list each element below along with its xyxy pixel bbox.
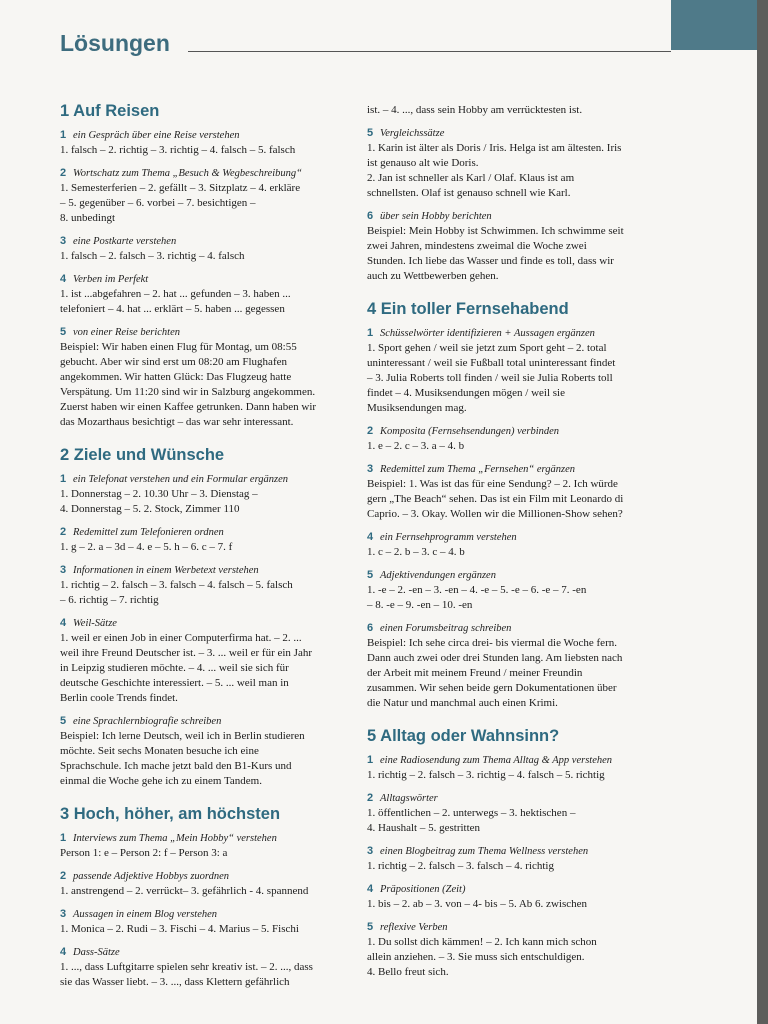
exercise [367, 753, 662, 783]
corner-tab [671, 0, 757, 50]
exercise-number: 1 [60, 473, 67, 485]
exercise-heading [367, 530, 662, 545]
exercise-heading [60, 714, 356, 729]
exercise-answers: 1. falsch – 2. falsch – 3. richtig – 4. falsch [60, 250, 245, 262]
exercise [367, 920, 662, 980]
exercise [367, 326, 662, 416]
exercise-title: passende Adjektive Hobbys zuordnen [73, 871, 230, 882]
exercise-heading [60, 616, 356, 631]
exercise [367, 844, 662, 874]
exercise-heading [367, 326, 662, 341]
exercise-number: 1 [60, 832, 67, 844]
exercise-answers: 1. öffentlichen – 2. unterwegs – 3. hektischen – 4. Haushalt – 5. gestritten [367, 807, 576, 834]
exercise-heading [60, 831, 356, 846]
exercise-heading [367, 844, 662, 859]
exercise-heading [60, 563, 356, 578]
exercise-answers: 1. richtig – 2. falsch – 3. richtig – 4. falsch – 5. richtig [367, 769, 605, 781]
exercise-heading [60, 272, 356, 287]
exercise-number: 2 [367, 425, 374, 437]
exercise [60, 616, 356, 706]
exercise-number: 5 [367, 921, 374, 933]
exercise-continuation: ist. – 4. ..., dass sein Hobby am verrücktesten ist. [367, 104, 583, 116]
exercise [60, 907, 356, 937]
exercise [367, 791, 662, 836]
exercise-number: 2 [367, 792, 374, 804]
exercise-title: über sein Hobby berichten [380, 211, 492, 222]
exercise-title: eine Sprachlernbiografie schreiben [73, 716, 222, 727]
exercise-title: ein Fernsehprogramm verstehen [380, 532, 517, 543]
exercise [60, 563, 356, 608]
exercise-title: Adjektivendungen ergänzen [380, 570, 496, 581]
exercise-heading [60, 325, 356, 340]
exercise-title: einen Forumsbeitrag schreiben [380, 623, 512, 634]
exercise-heading [367, 753, 662, 768]
exercise-heading [367, 882, 662, 897]
exercise-answers: 1. ..., dass Luftgitarre spielen sehr kreativ ist. – 2. ..., dass sie das Wasser liebt. – 3. ..., dass Klettern gefährlich [60, 961, 313, 988]
exercise [60, 234, 356, 264]
exercise-answers: 1. richtig – 2. falsch – 3. falsch – 4. richtig [367, 860, 554, 872]
exercise [60, 525, 356, 555]
left-column [60, 100, 356, 998]
exercise-number: 4 [367, 883, 374, 895]
exercise [60, 166, 356, 226]
exercise-title: Redemittel zum Thema „Fernsehen“ ergänzen [380, 464, 575, 475]
exercise-number: 5 [60, 715, 67, 727]
exercise [367, 424, 662, 454]
exercise-answers: 1. Sport gehen / weil sie jetzt zum Sport geht – 2. total uninteressant / weil sie Fußball total uninteressant findet – 3. Julia Roberts toll finden / weil sie Julia Roberts toll findet – 4. Musiksendungen mögen / weil sie Musiksendungen mag. [367, 342, 616, 414]
exercise-answers: 1. Monica – 2. Rudi – 3. Fischi – 4. Marius – 5. Fischi [60, 923, 299, 935]
exercise-number: 5 [60, 326, 67, 338]
exercise [60, 869, 356, 899]
exercise-title: Aussagen in einem Blog verstehen [73, 909, 218, 920]
exercise-title: eine Postkarte verstehen [73, 236, 177, 247]
exercise-title: Dass-Sätze [73, 947, 120, 958]
exercise-title: Interviews zum Thema „Mein Hobby“ verstehen [73, 833, 277, 844]
exercise-heading [367, 621, 662, 636]
exercise-answers: 1. c – 2. b – 3. c – 4. b [367, 546, 465, 558]
exercise-answers: 1. weil er einen Job in einer Computerfirma hat. – 2. ... weil ihre Freund Deutscher ist. – 3. ... weil er für ein Jahr in Leipzig studieren möchte. – 4. ... weil sie sich für deutsche Geschichte interessiert. – 5. ... weil man in Berlin coole Trends findet. [60, 632, 313, 704]
exercise-heading [367, 462, 662, 477]
exercise-number: 3 [60, 564, 67, 576]
exercise-title: einen Blogbeitrag zum Thema Wellness verstehen [380, 846, 589, 857]
exercise-number: 3 [60, 908, 67, 920]
exercise-answers: 1. g – 2. a – 3d – 4. e – 5. h – 6. c – 7. f [60, 541, 233, 553]
exercise-answers: 1. falsch – 2. richtig – 3. richtig – 4. falsch – 5. falsch [60, 144, 296, 156]
chapter-title: 2 Ziele und Wünsche [60, 446, 225, 464]
exercise-title: Vergleichssätze [380, 128, 445, 139]
exercise-title: Alltagswörter [380, 793, 438, 804]
exercise-title: von einer Reise berichten [73, 327, 180, 338]
exercise-answers: 1. Donnerstag – 2. 10.30 Uhr – 3. Dienstag – 4. Donnerstag – 5. 2. Stock, Zimmer 110 [60, 488, 258, 515]
exercise-heading [367, 424, 662, 439]
exercise [60, 472, 356, 517]
exercise-answers: Beispiel: Ich sehe circa drei- bis viermal die Woche fern. Dann auch zwei oder drei Stunden lang. Am liebsten nach der Arbeit mit meinem Freund / meiner Freundin zusammen. Wir sehen beide gern Dokumentationen über die Natur und manchmal auch einen Krimi. [367, 637, 623, 709]
exercise-title: reflexive Verben [380, 922, 448, 933]
exercise-answers: 1. bis – 2. ab – 3. von – 4- bis – 5. Ab 6. zwischen [367, 898, 587, 910]
exercise-number: 5 [367, 569, 374, 581]
chapter-title: 3 Hoch, höher, am höchsten [60, 805, 281, 823]
exercise-number: 1 [60, 129, 67, 141]
page-title: Lösungen [60, 30, 170, 56]
title-rule [188, 51, 671, 52]
exercise-number: 2 [60, 167, 67, 179]
exercise-title: Redemittel zum Telefonieren ordnen [73, 527, 224, 538]
exercise-heading [60, 945, 356, 960]
exercise-number: 6 [367, 210, 374, 222]
exercise-answers: 1. -e – 2. -en – 3. -en – 4. -e – 5. -e – 6. -e – 7. -en – 8. -e – 9. -en – 10. -en [367, 584, 587, 611]
exercise [367, 568, 662, 613]
exercise-number: 1 [367, 754, 374, 766]
exercise-answers: 1. ist ...abgefahren – 2. hat ... gefunden – 3. haben ... telefoniert – 4. hat ... erklärt – 5. haben ... gegessen [60, 288, 291, 315]
exercise-heading [60, 907, 356, 922]
exercise-title: Wortschatz zum Thema „Besuch & Wegbeschreibung“ [73, 168, 302, 179]
exercise-number: 2 [60, 526, 67, 538]
exercise-heading [60, 472, 356, 487]
exercise-number: 3 [367, 845, 374, 857]
exercise-number: 4 [60, 273, 67, 285]
exercise-answers: 1. e – 2. c – 3. a – 4. b [367, 440, 465, 452]
exercise-number: 4 [60, 617, 67, 629]
chapter-title: 5 Alltag oder Wahnsinn? [367, 727, 560, 745]
right-column [367, 103, 662, 988]
exercise [60, 945, 356, 990]
exercise-number: 6 [367, 622, 374, 634]
exercise-title: Informationen in einem Werbetext verstehen [73, 565, 259, 576]
exercise [367, 621, 662, 711]
exercise [60, 831, 356, 861]
exercise-heading [60, 166, 356, 181]
exercise-number: 4 [367, 531, 374, 543]
exercise [367, 126, 662, 201]
exercise-answers: 1. Karin ist älter als Doris / Iris. Helga ist am ältesten. Iris ist genauso alt wie Doris. 2. Jan ist schneller als Karl / Olaf. Klaus ist am schnellsten. Olaf ist genauso schnell wie Karl. [367, 142, 622, 199]
exercise [60, 272, 356, 317]
exercise-answers: Beispiel: Ich lerne Deutsch, weil ich in Berlin studieren möchte. Seit sechs Monaten besuche ich eine Sprachschule. Ich mache jetzt bald den B1-Kurs und einmal die Woche gehe ich zu einem Tandem. [60, 730, 305, 787]
exercise-title: Weil-Sätze [73, 618, 117, 629]
exercise-answers: Beispiel: 1. Was ist das für eine Sendung? – 2. Ich würde gern „The Beach“ sehen. Das ist ein Film mit Leonardo di Caprio. – 3. Okay. Wollen wir die Millionen-Show sehen? [367, 478, 624, 520]
exercise [60, 325, 356, 430]
exercise-number: 5 [367, 127, 374, 139]
exercise-title: Verben im Perfekt [73, 274, 149, 285]
exercise-number: 1 [367, 327, 374, 339]
exercise-answers: Person 1: e – Person 2: f – Person 3: a [60, 847, 228, 859]
exercise-number: 3 [60, 235, 67, 247]
exercise [367, 462, 662, 522]
exercise-heading [367, 209, 662, 224]
exercise-title: eine Radiosendung zum Thema Alltag & App verstehen [380, 755, 613, 766]
exercise [60, 714, 356, 789]
exercise [60, 128, 356, 158]
exercise-heading [60, 128, 356, 143]
exercise-heading [367, 791, 662, 806]
exercise [367, 530, 662, 560]
exercise-heading [60, 525, 356, 540]
exercise [367, 882, 662, 912]
exercise-answers: 1. Du sollst dich kämmen! – 2. Ich kann mich schon allein anziehen. – 3. Sie muss sich entschuldigen. 4. Bello freut sich. [367, 936, 597, 978]
exercise-answers: 1. richtig – 2. falsch – 3. falsch – 4. falsch – 5. falsch – 6. richtig – 7. richtig [60, 579, 293, 606]
exercise-heading [60, 234, 356, 249]
exercise-heading [367, 920, 662, 935]
exercise-title: ein Gespräch über eine Reise verstehen [73, 130, 240, 141]
exercise-answers: 1. Semesterferien – 2. gefällt – 3. Sitzplatz – 4. erkläre – 5. gegenüber – 6. vorbei – 7. besichtigen – 8. unbedingt [60, 182, 301, 224]
chapter-title: 1 Auf Reisen [60, 102, 160, 120]
exercise-answers: Beispiel: Wir haben einen Flug für Montag, um 08:55 gebucht. Aber wir sind erst um 08:20 am Flughafen angekommen. Wir hatten Glück: Das Flugzeug hatte Verspätung. Um 11:20 sind wir in Salzburg angekommen. Zuerst haben wir einen Kaffee getrunken. Dann haben wir das Mozarthaus besichtigt – das war sehr interessant. [60, 341, 317, 428]
exercise-title: Komposita (Fernsehsendungen) verbinden [380, 426, 560, 437]
exercise-number: 4 [60, 946, 67, 958]
exercise-title: Präpositionen (Zeit) [380, 884, 466, 895]
exercise-heading [60, 869, 356, 884]
exercise-heading [367, 126, 662, 141]
exercise-answers: Beispiel: Mein Hobby ist Schwimmen. Ich schwimme seit zwei Jahren, mindestens zweimal die Woche zwei Stunden. Ich liebe das Wasser und finde es toll, dass wir auch zu Wettbewerben gehen. [367, 225, 624, 282]
exercise-number: 3 [367, 463, 374, 475]
chapter-title: 4 Ein toller Fernsehabend [367, 300, 569, 318]
exercise-title: ein Telefonat verstehen und ein Formular ergänzen [73, 474, 289, 485]
exercise [367, 209, 662, 284]
exercise-answers: 1. anstrengend – 2. verrückt– 3. gefährlich - 4. spannend [60, 885, 309, 897]
exercise-title: Schüsselwörter identifizieren + Aussagen ergänzen [380, 328, 595, 339]
exercise-number: 2 [60, 870, 67, 882]
exercise-heading [367, 568, 662, 583]
